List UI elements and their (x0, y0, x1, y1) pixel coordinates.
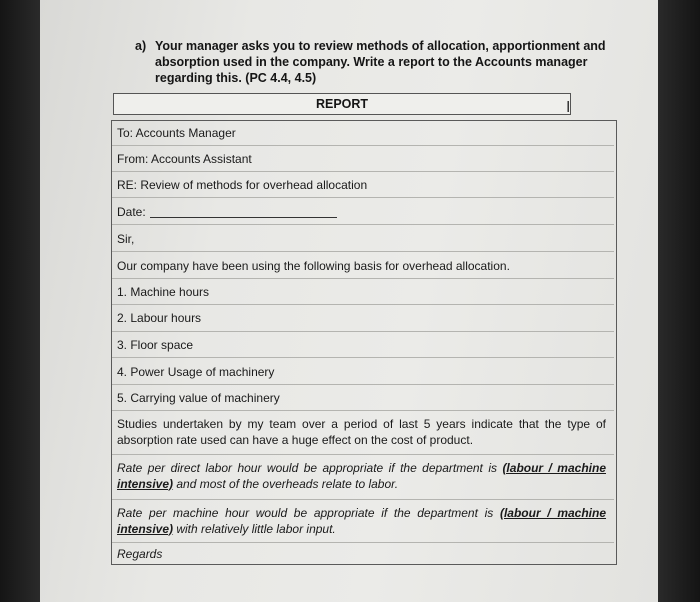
report-to-row (112, 121, 614, 146)
labor-rate-choice[interactable]: (labour / machine intensive) (117, 461, 606, 491)
basis-row (112, 332, 614, 358)
right-shadow (658, 0, 700, 602)
question-label: a) (135, 39, 147, 53)
basis-row (112, 305, 614, 332)
basis-row (112, 359, 614, 385)
closing-text: Regards (117, 547, 163, 561)
basis-item: 4. Power Usage of machinery (117, 365, 275, 379)
report-from-row (112, 147, 614, 172)
intro-text: Our company have been using the following basis for overhead allocation. (117, 259, 510, 273)
basis-row (112, 279, 614, 305)
report-title-field[interactable] (113, 93, 571, 115)
labor-rate-row (112, 455, 614, 500)
report-from: From: Accounts Assistant (117, 152, 252, 166)
basis-item: 2. Labour hours (117, 311, 202, 325)
machine-rate-choice[interactable]: (labour / machine intensive) (117, 506, 607, 536)
basis-item: 3. Floor space (117, 338, 194, 352)
machine-rate-suffix: with relatively little labor input. (173, 521, 336, 536)
date-field[interactable] (150, 207, 337, 218)
left-shadow (0, 0, 40, 602)
machine-rate-row (112, 500, 614, 543)
question-text: Your manager asks you to review methods of allocation, apportionment and absorption used in the company. Write a report to the Accounts manager regarding this. (PC 4.4, 4.5) (155, 39, 606, 85)
labor-rate-suffix: and most of the overheads relate to labor. (173, 476, 399, 491)
salutation: Sir, (117, 232, 135, 246)
studies-row (112, 411, 614, 455)
report-title: REPORT (315, 97, 369, 111)
text-cursor-icon: I (566, 99, 571, 116)
salutation-row (112, 226, 614, 252)
intro-row (112, 253, 614, 279)
labor-rate-prefix: Rate per direct labor hour would be appropriate if the department is (117, 461, 503, 475)
studies-text: Studies undertaken by my team over a period of last 5 years indicate that the type of absorption rate used can have a huge effect on the cost of product. (117, 417, 606, 447)
machine-rate-prefix: Rate per machine hour would be appropriate if the department is (117, 506, 500, 520)
report-to: To: Accounts Manager (117, 126, 236, 140)
basis-item: 5. Carrying value of machinery (117, 391, 280, 405)
closing-row (112, 543, 614, 563)
date-label: Date: (117, 205, 146, 219)
basis-item: 1. Machine hours (117, 285, 210, 299)
report-date-row (112, 199, 614, 225)
report-re-row (112, 173, 614, 198)
report-re: RE: Review of methods for overhead allocation (117, 178, 368, 192)
question-block (135, 38, 625, 86)
basis-row (112, 385, 614, 411)
